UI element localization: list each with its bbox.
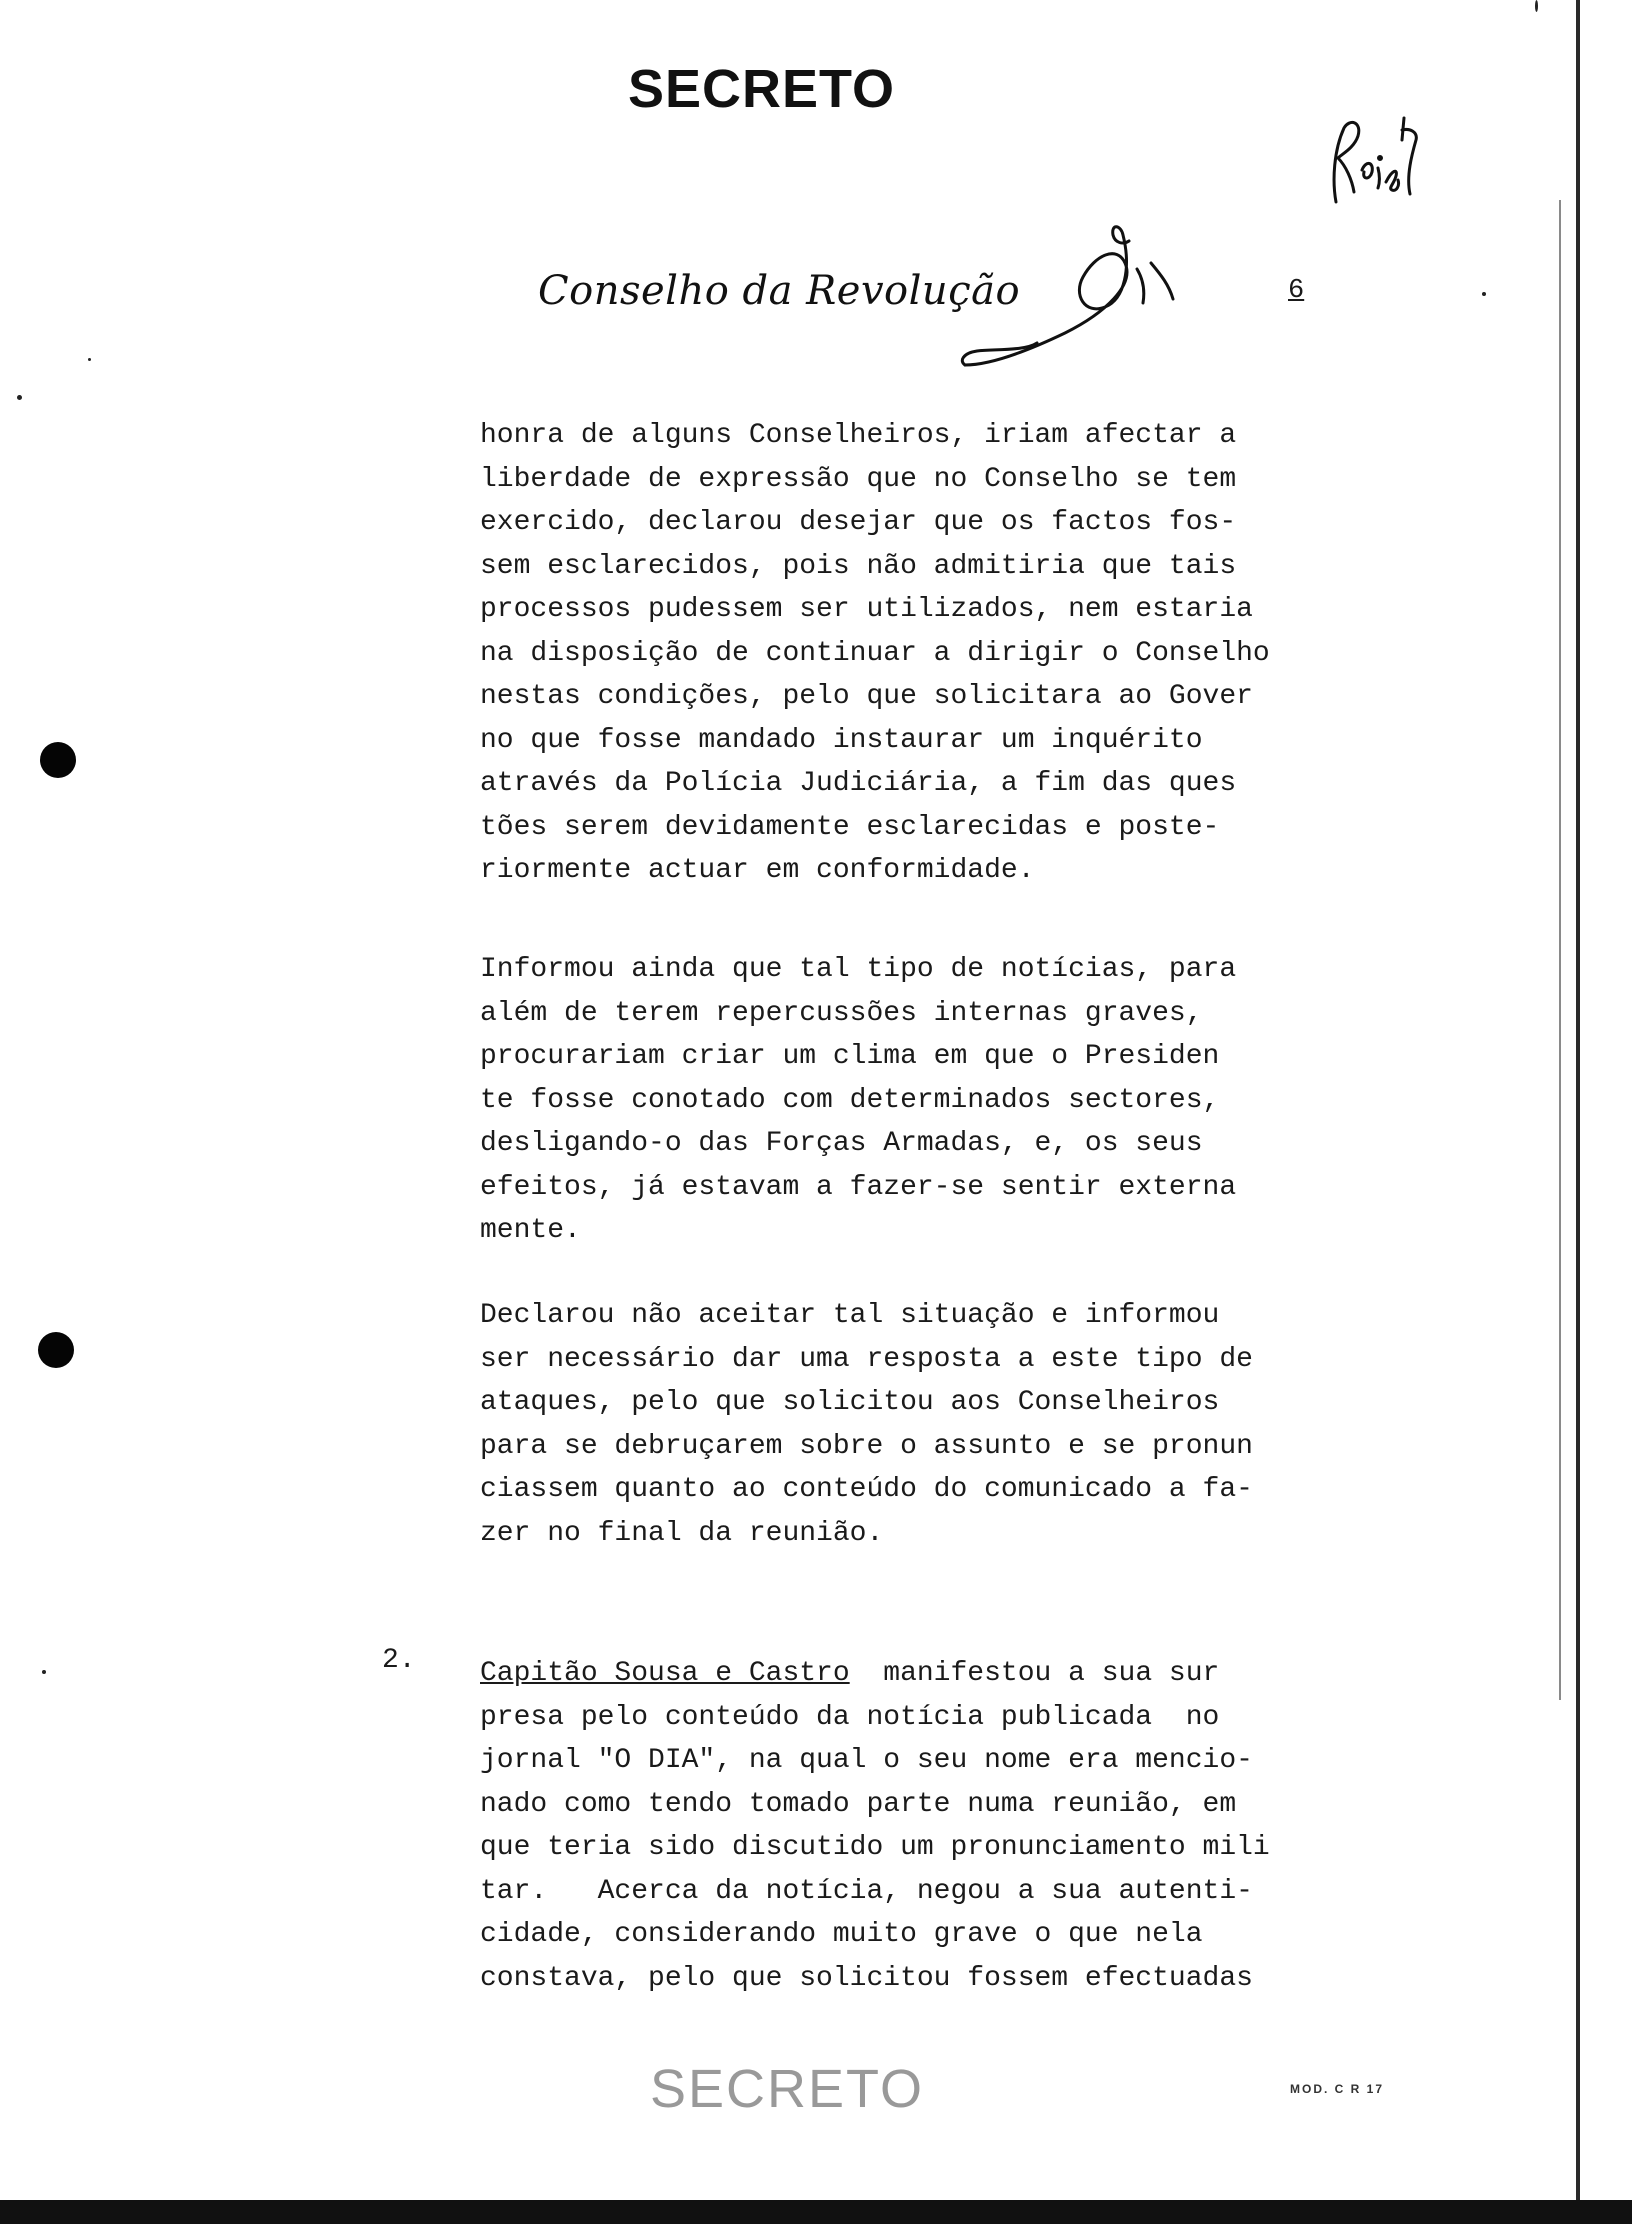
paragraph-2 bbox=[480, 948, 1360, 1253]
text-line: tões serem devidamente esclarecidas e poste- bbox=[480, 811, 1220, 843]
form-code: MOD. C R 17 bbox=[1290, 2082, 1385, 2096]
paragraph-3 bbox=[480, 1294, 1360, 1555]
text-line: Declarou não aceitar tal situação e informou bbox=[480, 1300, 1220, 1331]
text-line: nado como tendo tomado parte numa reunião, em bbox=[480, 1788, 1237, 1820]
text-line: mente. bbox=[480, 1215, 581, 1246]
text-line: ser necessário dar uma resposta a este tipo de bbox=[480, 1343, 1253, 1375]
text-line: liberdade de expressão que no Conselho se tem bbox=[480, 463, 1237, 495]
text-line: te fosse conotado com determinados sectores, bbox=[480, 1084, 1220, 1116]
text-line: que teria sido discutido um pronunciamento mili bbox=[480, 1832, 1270, 1863]
text-line: Informou ainda que tal tipo de notícias, para bbox=[480, 954, 1237, 985]
classification-footer: SECRETO bbox=[650, 2059, 925, 2119]
text-line: constava, pelo que solicitou fossem efectuadas bbox=[480, 1962, 1253, 1994]
punch-hole-bottom bbox=[38, 1332, 74, 1368]
text-line: ciassem quanto ao conteúdo do comunicado a fa- bbox=[480, 1474, 1253, 1505]
scan-speck bbox=[17, 395, 22, 400]
text-line: jornal "O DIA", na qual o seu nome era mencio- bbox=[480, 1745, 1253, 1776]
text-line: cidade, considerando muito grave o que nela bbox=[480, 1919, 1203, 1950]
text-line: riormente actuar em conformidade. bbox=[480, 855, 1035, 886]
scan-speck bbox=[1482, 292, 1486, 296]
page-number: 6 bbox=[1288, 276, 1305, 306]
text-line: nestas condições, pelo que solicitara ao Gover bbox=[480, 681, 1253, 712]
text-line: presa pelo conteúdo da notícia publicada no bbox=[480, 1701, 1220, 1733]
scan-right-edge bbox=[1576, 0, 1580, 2224]
punch-hole-top bbox=[40, 742, 76, 778]
item-2-paragraph bbox=[480, 1652, 1360, 2000]
text-line: no que fosse mandado instaurar um inquérito bbox=[480, 724, 1203, 756]
text-line: exercido, declarou desejar que os factos fos- bbox=[480, 507, 1237, 538]
text-line bbox=[480, 1652, 1360, 1696]
text-line: ataques, pelo que solicitou aos Conselheiros bbox=[480, 1387, 1220, 1418]
text-line: honra de alguns Conselheiros, iriam afectar a bbox=[480, 420, 1237, 451]
text-line: zer no final da reunião. bbox=[480, 1517, 884, 1549]
scan-speck bbox=[1535, 0, 1538, 12]
scan-bottom-edge bbox=[0, 2200, 1632, 2224]
speaker-name: Capitão Sousa e Castro bbox=[480, 1658, 850, 1689]
text-line: sem esclarecidos, pois não admitiria que tais bbox=[480, 550, 1237, 582]
text-line: procurariam criar um clima em que o Presiden bbox=[480, 1041, 1220, 1072]
scan-speck bbox=[88, 358, 91, 361]
text-line: na disposição de continuar a dirigir o Conselho bbox=[480, 637, 1270, 669]
item-number: 2. bbox=[382, 1645, 416, 1676]
paragraph-1 bbox=[480, 414, 1360, 893]
signature bbox=[955, 215, 1195, 375]
handwritten-note bbox=[1318, 110, 1428, 220]
text-line: tar. Acerca da notícia, negou a sua autenti- bbox=[480, 1875, 1253, 1907]
text-line: efeitos, já estavam a fazer-se sentir externa bbox=[480, 1171, 1237, 1203]
text-fragment: manifestou a sua sur bbox=[849, 1658, 1220, 1689]
text-line: processos pudessem ser utilizados, nem estaria bbox=[480, 594, 1253, 625]
classification-header: SECRETO bbox=[628, 59, 896, 119]
letterhead: Conselho da Revolução bbox=[538, 268, 1021, 314]
text-line: além de terem repercussões internas graves, bbox=[480, 997, 1203, 1029]
scan-right-edge-shadow bbox=[1559, 200, 1561, 1700]
text-line: desligando-o das Forças Armadas, e, os seus bbox=[480, 1128, 1203, 1159]
text-line: através da Polícia Judiciária, a fim das ques bbox=[480, 768, 1237, 799]
scan-speck bbox=[42, 1670, 46, 1674]
text-line: para se debruçarem sobre o assunto e se pronun bbox=[480, 1430, 1253, 1462]
